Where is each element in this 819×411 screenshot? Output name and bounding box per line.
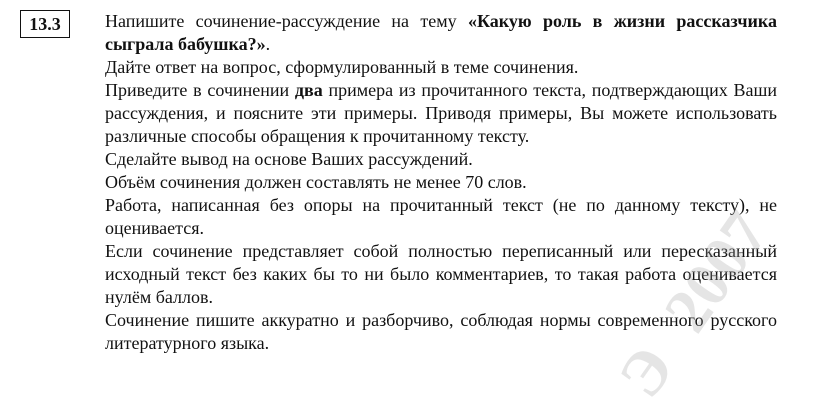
topic-prefix: Напишите сочинение-рассуждение на тему	[105, 11, 468, 31]
no-support-paragraph: Работа, написанная без опоры на прочитанный текст (не по данному тексту), не оценивается.	[105, 195, 777, 238]
examples-bold: два	[294, 80, 323, 100]
examples-paragraph	[105, 79, 777, 148]
watermark-year: 2007	[650, 198, 782, 345]
task-instructions	[105, 10, 777, 355]
topic-paragraph	[105, 10, 777, 56]
rewritten-paragraph: Если сочинение представляет собой полностью переписанный или пересказанный исходный текст без каких бы то ни было комментариев, то такая работа оценивается нулём баллов.	[105, 241, 777, 307]
conclusion-paragraph: Сделайте вывод на основе Ваших рассуждений.	[105, 149, 473, 169]
neatness-paragraph: Сочинение пишите аккуратно и разборчиво, соблюдая нормы современного русского литературного языка.	[105, 310, 777, 353]
answer-question-paragraph: Дайте ответ на вопрос, сформулированный в теме сочинения.	[105, 57, 579, 77]
topic-bold: «Какую роль в жизни рассказчика сыграла бабушка?»	[105, 11, 777, 54]
task-number-box: 13.3	[20, 10, 70, 38]
volume-paragraph: Объём сочинения должен составлять не менее 70 слов.	[105, 172, 527, 192]
watermark-arc: Э	[604, 333, 688, 410]
topic-suffix: .	[265, 34, 271, 54]
examples-prefix: Приведите в сочинении	[105, 80, 295, 100]
examples-suffix: примера из прочитанного текста, подтверждающих Ваши рассуждения, и поясните эти примеры. Приводя примеры, Вы можете использовать различные способы обращения к прочитанному тексту.	[105, 80, 777, 146]
